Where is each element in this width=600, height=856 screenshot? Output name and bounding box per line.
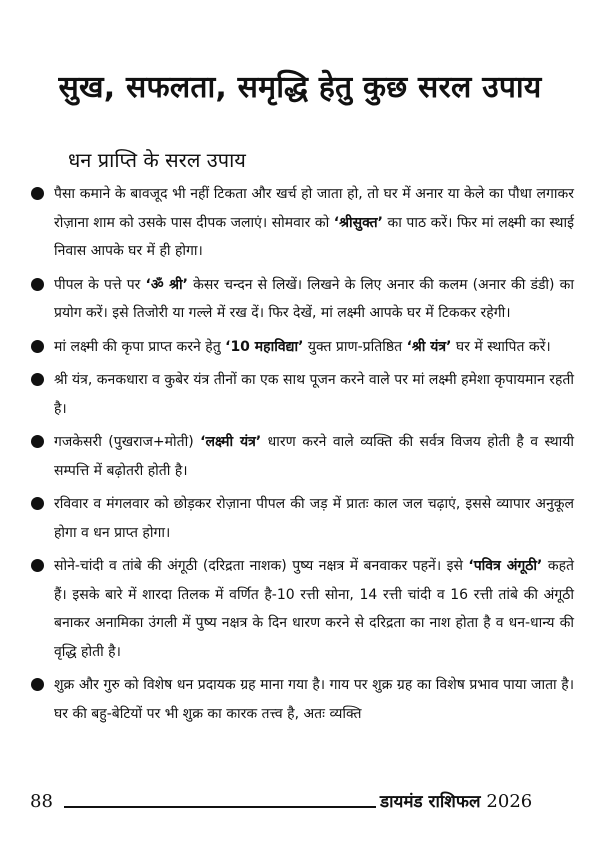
item-text: केसर चन्दन से लिखें। लिखने के लिए अनार की कलम (अनार की डंडी) का प्रयोग करें। इसे तिजोरी या गल्ले में रख दें। फिर देखें, मां लक्ष्मी आपके घर में टिककर रहेगी।	[54, 276, 574, 321]
list-item	[30, 428, 574, 485]
item-text: पीपल के पत्ते पर	[54, 276, 146, 293]
item-text: सोने-चांदी व तांबे की अंगूठी (दरिद्रता नाशक) पुष्य नक्षत्र में बनवाकर पहनें। इसे	[54, 558, 469, 574]
page-number: 88	[30, 791, 53, 812]
emphasis-text: ‘श्री यंत्र’	[406, 338, 452, 355]
item-text: कहते हैं। इसके बारे में शारदा तिलक में वर्णित है-10 रत्ती सोना, 14 रत्ती चांदी व 16 रत्ती तांबे की अंगूठी बनाकर अनामिका उंगली में पुष्य नक्षत्र के दिन धारण करने से दरिद्रता का नाश होता है व धन-धान्य की वृद्धि होती है।	[54, 558, 574, 660]
item-text: श्री यंत्र, कनकधारा व कुबेर यंत्र तीनों का एक साथ पूजन करने वाले पर मां लक्ष्मी हमेशा कृपायमान रहती है।	[54, 372, 574, 417]
item-text: गजकेसरी (पुखराज+मोती)	[54, 434, 201, 450]
running-footer-title	[380, 790, 532, 814]
emphasis-text: ‘10 महाविद्या’	[225, 338, 304, 355]
section-heading: धन प्राप्ति के सरल उपाय	[68, 148, 246, 172]
remedy-list	[30, 180, 574, 733]
bullet-icon	[31, 435, 44, 448]
item-text: शुक्र और गुरु को विशेष धन प्रदायक ग्रह माना गया है। गाय पर शुक्र ग्रह का विशेष प्रभाव पाया जाता है। घर की बहु-बेटियों पर भी शुक्र का कारक तत्त्व है, अतः व्यक्ति	[54, 677, 574, 722]
bullet-icon	[31, 559, 44, 572]
emphasis-text: ‘ॐ श्री’	[145, 276, 188, 293]
bullet-icon	[31, 278, 44, 291]
list-item	[30, 671, 574, 728]
bullet-icon	[31, 497, 44, 510]
publication-name: डायमंड राशिफल	[380, 792, 481, 812]
bullet-icon	[31, 340, 44, 353]
bullet-icon	[31, 187, 44, 200]
list-item	[30, 333, 574, 362]
emphasis-text: ‘श्रीसुक्त’	[333, 214, 383, 231]
list-item	[30, 552, 574, 666]
page-title: सुख, सफलता, समृद्धि हेतु कुछ सरल उपाय	[58, 70, 542, 106]
page-footer	[30, 790, 574, 816]
item-text: युक्त प्राण-प्रतिष्ठित	[303, 338, 407, 355]
emphasis-text: ‘लक्ष्मी यंत्र’	[200, 434, 262, 450]
item-text: घर में स्थापित करें।	[451, 338, 551, 355]
item-text: पैसा कमाने के बावजूद भी नहीं टिकता और खर्च हो जाता हो, तो घर में अनार या केले का पौधा लगाकर रोज़ाना शाम को उसके पास दीपक जलाएं। सोमवार को	[54, 186, 574, 231]
item-text: धारण करने वाले व्यक्ति की सर्वत्र विजय होती है व स्थायी सम्पत्ति में बढ़ोतरी होती है।	[54, 434, 575, 479]
publication-year: 2026	[486, 791, 533, 812]
footer-rule	[64, 806, 376, 808]
emphasis-text: ‘पवित्र अंगूठी’	[468, 558, 543, 574]
bullet-icon	[31, 373, 44, 386]
list-item	[30, 180, 574, 266]
list-item	[30, 490, 574, 547]
item-text: मां लक्ष्मी की कृपा प्राप्त करने हेतु	[54, 338, 226, 355]
bullet-icon	[31, 678, 44, 691]
list-item	[30, 271, 574, 328]
item-text: रविवार व मंगलवार को छोड़कर रोज़ाना पीपल की जड़ में प्रातः काल जल चढ़ाएं, इससे व्यापार अनुकूल होगा व धन प्राप्त होगा।	[54, 496, 574, 541]
item-text: का पाठ करें। फिर मां लक्ष्मी का स्थाई निवास आपके घर में ही होगा।	[54, 214, 574, 259]
list-item	[30, 366, 574, 423]
